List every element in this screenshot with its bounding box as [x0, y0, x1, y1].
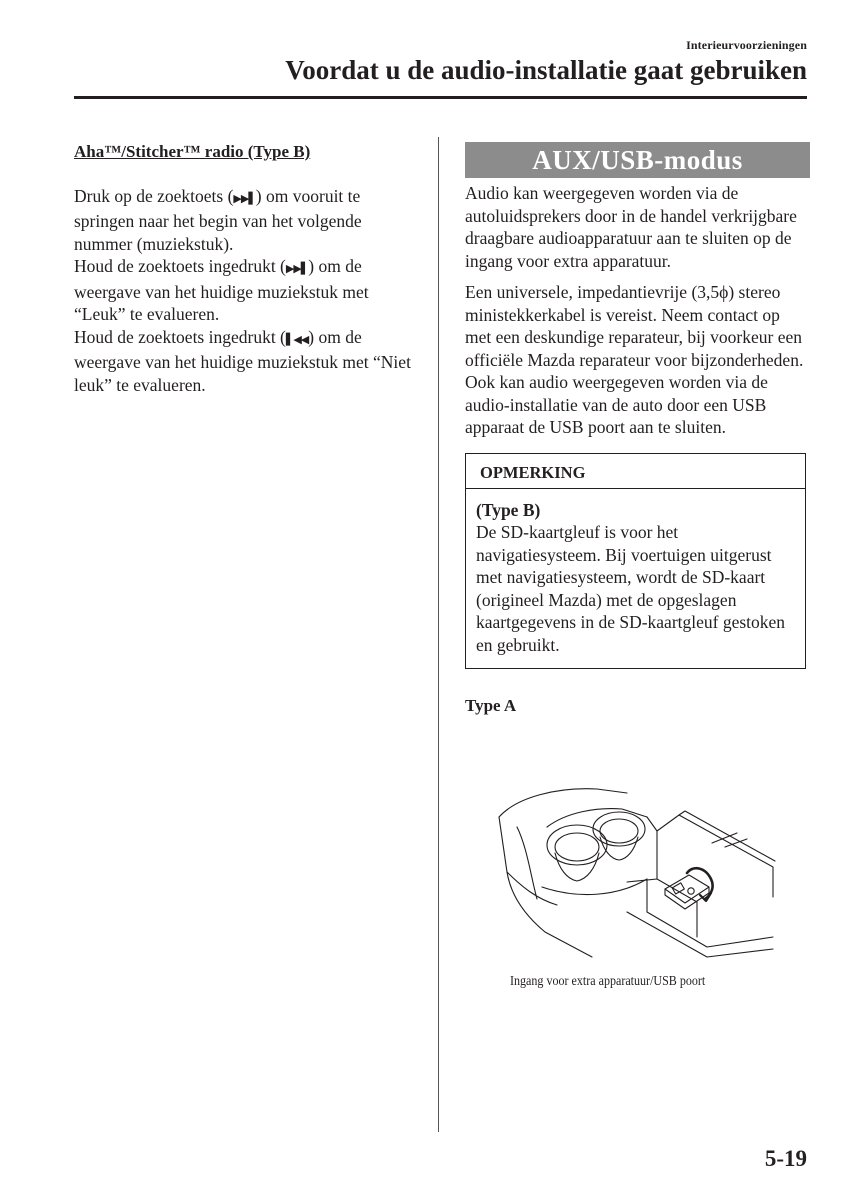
note-box	[465, 453, 806, 670]
column-divider	[438, 137, 439, 1132]
note-type-label: (Type B)	[476, 499, 541, 520]
illustration-caption: Ingang voor extra apparatuur/USB poort	[510, 974, 706, 989]
paragraph-usb: Ook kan audio weergegeven worden via de audio-installatie van de auto door een USB apparaat de USB poort aan te sluiten.	[465, 372, 768, 437]
seek-forward-icon: ▶▶▌	[285, 262, 309, 275]
left-column	[74, 141, 420, 396]
console-usb-illustration	[497, 787, 777, 965]
right-column	[465, 142, 810, 718]
paragraph-mini-plug: Een universele, impedantievrije (3,5ϕ) stereo ministekkerkabel is vereist. Neem contact op met een deskundige reparateur, bij voorkeur een officiële Mazda reparateur voor bijzonderheden.	[465, 282, 804, 370]
seek-forward-icon: ▶▶▌	[233, 191, 256, 205]
page-number: 5-19	[764, 1146, 807, 1171]
paragraph-aux-audio: Audio kan weergegeven worden via de autoluidsprekers door in de handel verkrijgbare draagbare audioapparatuur aan te sluiten op de ingang voor extra apparatuur.	[465, 183, 797, 271]
note-body	[466, 489, 805, 669]
note-text: De SD-kaartgleuf is voor het navigatiesysteem. Bij voertuigen uitgerust met navigatiesysteem, wordt de SD-kaart (origineel Mazda) met de opgeslagen kaartgegevens in de SD-kaartgleuf gestoken en gebruikt.	[476, 522, 786, 655]
paragraph-rate-like: Houd de zoektoets ingedrukt (▶▶▌) om de weergave van het huidige muziekstuk met “Leuk” te evalueren.	[74, 256, 369, 324]
aux-usb-heading: AUX/USB-modus	[465, 142, 810, 178]
paragraph-seek-forward: Druk op de zoektoets (▶▶▌) om vooruit te springen naar het begin van het volgende nummer (muziekstuk).	[74, 185, 362, 254]
section-label: Interieurvoorzieningen	[686, 38, 807, 52]
page-title: Voordat u de audio-installatie gaat gebruiken	[285, 55, 807, 85]
note-heading: OPMERKING	[466, 454, 805, 489]
subheading-aha-stitcher: Aha™/Stitcher™ radio (Type B)	[74, 142, 311, 161]
seek-backward-icon: ▌◀◀	[285, 332, 309, 346]
paragraph-rate-dislike: Houd de zoektoets ingedrukt (▌◀◀) om de weergave van het huidige muziekstuk met “Niet leuk” te evalueren.	[74, 326, 411, 395]
type-a-label: Type A	[465, 696, 517, 715]
title-rule	[74, 96, 807, 99]
